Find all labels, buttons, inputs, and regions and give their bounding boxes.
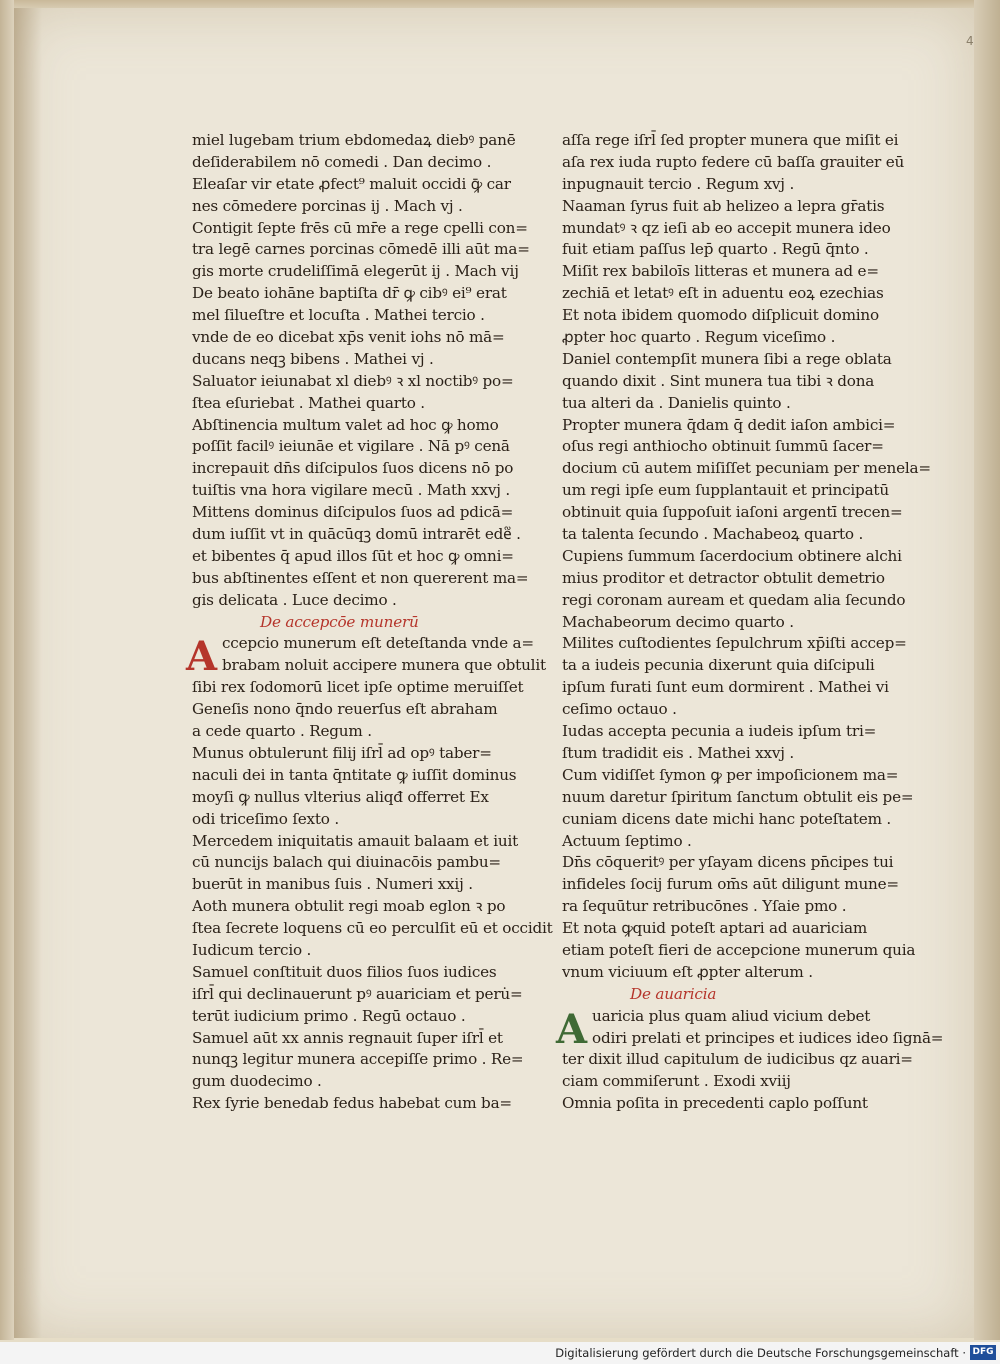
text-line: Et nota ibidem quomodo diſplicuit domino	[562, 306, 879, 325]
text-line: poſſit facilꝰ ieiunāe et vigilare . Nā pꝰ cenā	[192, 437, 510, 456]
text-line: Propter munera q̄dam q̄ dedit iaſon ambici=	[562, 415, 896, 434]
text-line: tua alteri da . Danielis quinto .	[562, 393, 791, 412]
rubric-heading: De auaricia	[630, 984, 717, 1003]
text-line: Mittens dominus diſcipulos ſuos ad pdicā=	[192, 503, 514, 522]
text-line: dum iuſſit vt in quācūqꝫ domū intrarēt ede᷑ .	[192, 525, 521, 544]
text-line: Rex ſyrie benedab fedus habebat cum ba=	[192, 1094, 512, 1113]
text-line: tuiſtis vna hora vigilare mecū . Math xxvj .	[192, 481, 511, 500]
text-line: cū nuncijs balach qui diuinacōis pambu=	[192, 853, 501, 872]
page-right-edge	[974, 0, 1000, 1340]
text-line: Dn̄s cōqueritꝰ per yſayam dicens pn̄cipes tui	[562, 853, 894, 872]
text-line: et bibentes q̄ apud illos ſūt et hoc ꝙ omni=	[192, 546, 514, 565]
text-line: ſtum tradidit eis . Mathei xxvj .	[562, 743, 795, 762]
text-line: mundatꝰ ꝛ qz ieſi ab eo accepit munera ideo	[562, 218, 891, 237]
footer-credit: Digitalisierung gefördert durch die Deutsche Forschungsgemeinschaft ·	[555, 1346, 966, 1360]
text-line: buerūt in manibus ſuis . Numeri xxij .	[192, 875, 473, 894]
text-line: vnum viciuum eſt ꝓpter alterum .	[562, 962, 813, 981]
text-line: quando dixit . Sint munera tua tibi ꝛ dona	[562, 371, 875, 390]
text-line: Abſtinencia multum valet ad hoc ꝙ homo	[192, 415, 499, 434]
text-line: aſa rex iuda rupto federe cū baſſa grauiter eū	[562, 152, 905, 171]
page-left-edge	[0, 0, 14, 1340]
text-line: ra ſequūtur retribucōnes . Yſaie pmo .	[562, 897, 847, 916]
text-line: Eleaſar vir etate ꝓfect⁹ maluit occidi ꝙ̄ car	[192, 174, 511, 193]
text-line: Aoth munera obtulit regi moab eglon ꝛ po	[192, 897, 506, 916]
text-line: ꝓpter hoc quarto . Regum viceſimo .	[562, 328, 836, 347]
text-line: mius proditor et detractor obtulit demetrio	[562, 568, 885, 587]
text-line: Cupiens ſummum ſacerdocium obtinere alchi	[562, 546, 902, 565]
text-line: De beato iohāne baptiſta dr̄ ꝙ cibꝰ ei⁹ erat	[192, 284, 507, 303]
text-line: ceſimo octauo .	[562, 700, 677, 719]
text-line-body: odiri prelati et principes et iudices ideo ſignā=	[592, 1028, 944, 1047]
text-line: aſſa rege iſrl̄ ſed propter munera que miſit ei	[562, 131, 899, 149]
text-line: miel lugebam trium ebdomedaꝝ diebꝰ panē	[192, 131, 516, 149]
text-line: Actuum ſeptimo .	[562, 831, 692, 850]
text-line: Miſit rex babiloīs litteras et munera ad e=	[562, 262, 879, 281]
text-line: increpauit dn̄s diſcipulos ſuos dicens nō po	[192, 459, 514, 478]
text-line: Contigit ſepte frēs cū mr̄e a rege cpelli con=	[192, 218, 528, 237]
text-line: fuit etiam paſſus lep̄ quarto . Regū q̄nto .	[562, 240, 869, 259]
text-line: ter dixit illud capitulum de iudicibus qz auari=	[562, 1050, 913, 1069]
rubric-heading: De accepcōe munerū	[260, 612, 419, 631]
text-line: deſiderabilem nō comedi . Dan decimo .	[192, 152, 492, 171]
text-line: Iudas accepta pecunia a iudeis ipſum tri=	[562, 722, 877, 741]
text-line: ta talenta ſecundo . Machabeoꝝ quarto .	[562, 525, 864, 544]
text-line: Machabeorum decimo quarto .	[562, 612, 794, 631]
text-line: a cede quarto . Regum .	[192, 722, 372, 741]
text-line: Samuel aūt xx annis regnauit ſuper iſrl̄ et	[192, 1028, 503, 1047]
text-line: Iudicum tercio .	[192, 940, 312, 959]
text-line: Saluator ieiunabat xl diebꝰ ꝛ xl noctibꝰ po=	[192, 371, 514, 390]
text-line: docium cū autem miſiſſet pecuniam per menela=	[562, 459, 931, 478]
text-line: Geneſis nono q̄ndo reuerſus eſt abraham	[192, 700, 498, 719]
text-line: Samuel conſtituit duos filios ſuos iudices	[192, 962, 497, 981]
text-line-body: uaricia plus quam aliud vicium debet	[592, 1006, 871, 1025]
text-line-body: brabam noluit accipere munera que obtulit	[222, 656, 546, 675]
text-line: ſtea ſecrete loquens cū eo perculſit eū et occidit	[192, 919, 553, 938]
text-line: Cum vidiſſet ſymon ꝙ per impoſicionem ma=	[562, 765, 899, 784]
text-line: infideles ſocij furum om̄s aūt diligunt mune=	[562, 875, 899, 894]
text-line: zechiā et letatꝰ eſt in aduentu eoꝝ ezechias	[562, 284, 884, 303]
text-line: Omnia poſita in precedenti caplo poſſunt	[562, 1094, 868, 1113]
folio-mark: 4	[966, 34, 974, 48]
text-line: oſus regi anthiocho obtinuit ſummū ſacer=	[562, 437, 884, 456]
text-line: Milites cuſtodientes ſepulchrum xp̄iſti accep=	[562, 634, 907, 653]
text-line: bus abſtinentes eſſent et non quererent ma=	[192, 568, 529, 587]
text-line: gis morte crudeliſſimā elegerūt ij . Mach vij	[192, 262, 519, 281]
text-line: tra legē carnes porcinas cōmedē illi aūt ma=	[192, 240, 530, 259]
text-line: etiam poteſt fieri de accepcione munerum quia	[562, 940, 916, 959]
text-line: ipſum furati ſunt eum dormirent . Mathei vi	[562, 678, 889, 697]
text-line: Mercedem iniquitatis amauit balaam et iuit	[192, 831, 518, 850]
text-line-body: ccepcio munerum eſt deteſtanda vnde a=	[222, 634, 534, 653]
text-line: obtinuit quia ſuppoſuit iaſoni argentī trecen=	[562, 503, 903, 522]
dfg-logo: DFG	[970, 1345, 996, 1360]
text-line: ta a iudeis pecunia dixerunt quia diſcipuli	[562, 656, 875, 675]
text-line	[192, 655, 546, 677]
text-line: Daniel contempſit munera ſibi a rege oblata	[562, 349, 892, 368]
text-line: iſrl̄ qui declinauerunt pꝰ auariciam et peru̇=	[192, 984, 523, 1003]
text-line: naculi dei in tanta q̄ntitate ꝙ iuſſit dominus	[192, 765, 517, 784]
text-line: inpugnauit tercio . Regum xvj .	[562, 174, 795, 193]
text-line: Et nota ꝙquid poteſt aptari ad auariciam	[562, 919, 868, 938]
text-line: ſibi rex ſodomorū licet ipſe optime meruiſſet	[192, 678, 524, 697]
text-line: mel ſilueſtre et locuſta . Mathei tercio .	[192, 306, 485, 325]
text-line	[562, 1028, 944, 1050]
illuminated-initial: A	[186, 633, 217, 681]
left-text-column	[186, 130, 553, 1115]
illuminated-initial: A	[556, 1005, 587, 1053]
text-line: odi triceſimo ſexto .	[192, 809, 339, 828]
text-line: nes cōmedere porcinas ij . Mach vj .	[192, 196, 463, 215]
text-line: Munus obtulerunt filij iſrl̄ ad opꝰ taber=	[192, 743, 492, 762]
text-line: regi coronam auream et quedam alia ſecundo	[562, 590, 906, 609]
right-text-column	[556, 130, 944, 1115]
text-line: gis delicata . Luce decimo .	[192, 590, 397, 609]
text-line: cuniam dicens date michi hanc poteſtatem .	[562, 809, 892, 828]
text-line: ducans neqꝫ bibens . Mathei vj .	[192, 349, 434, 368]
text-line: nuum daretur ſpiritum ſanctum obtulit eis pe=	[562, 787, 914, 806]
text-line: nunqꝫ legitur munera accepiſſe primo . Re=	[192, 1050, 524, 1069]
text-line: ciam commiſerunt . Exodi xviij	[562, 1072, 791, 1091]
text-line: Naaman ſyrus fuit ab helizeo a lepra gr̄atis	[562, 196, 885, 215]
text-line: ſtea eſuriebat . Mathei quarto .	[192, 393, 425, 412]
text-line: moyſi ꝙ nullus vlterius aliqđ offerret Ex	[192, 787, 489, 806]
text-line: terūt iudicium primo . Regū octauo .	[192, 1006, 466, 1025]
text-line: um regi ipſe eum ſupplantauit et principatū	[562, 481, 889, 500]
text-line: vnde de eo dicebat xp̄s venit iohs nō mā=	[192, 328, 505, 347]
text-line: gum duodecimo .	[192, 1072, 322, 1091]
